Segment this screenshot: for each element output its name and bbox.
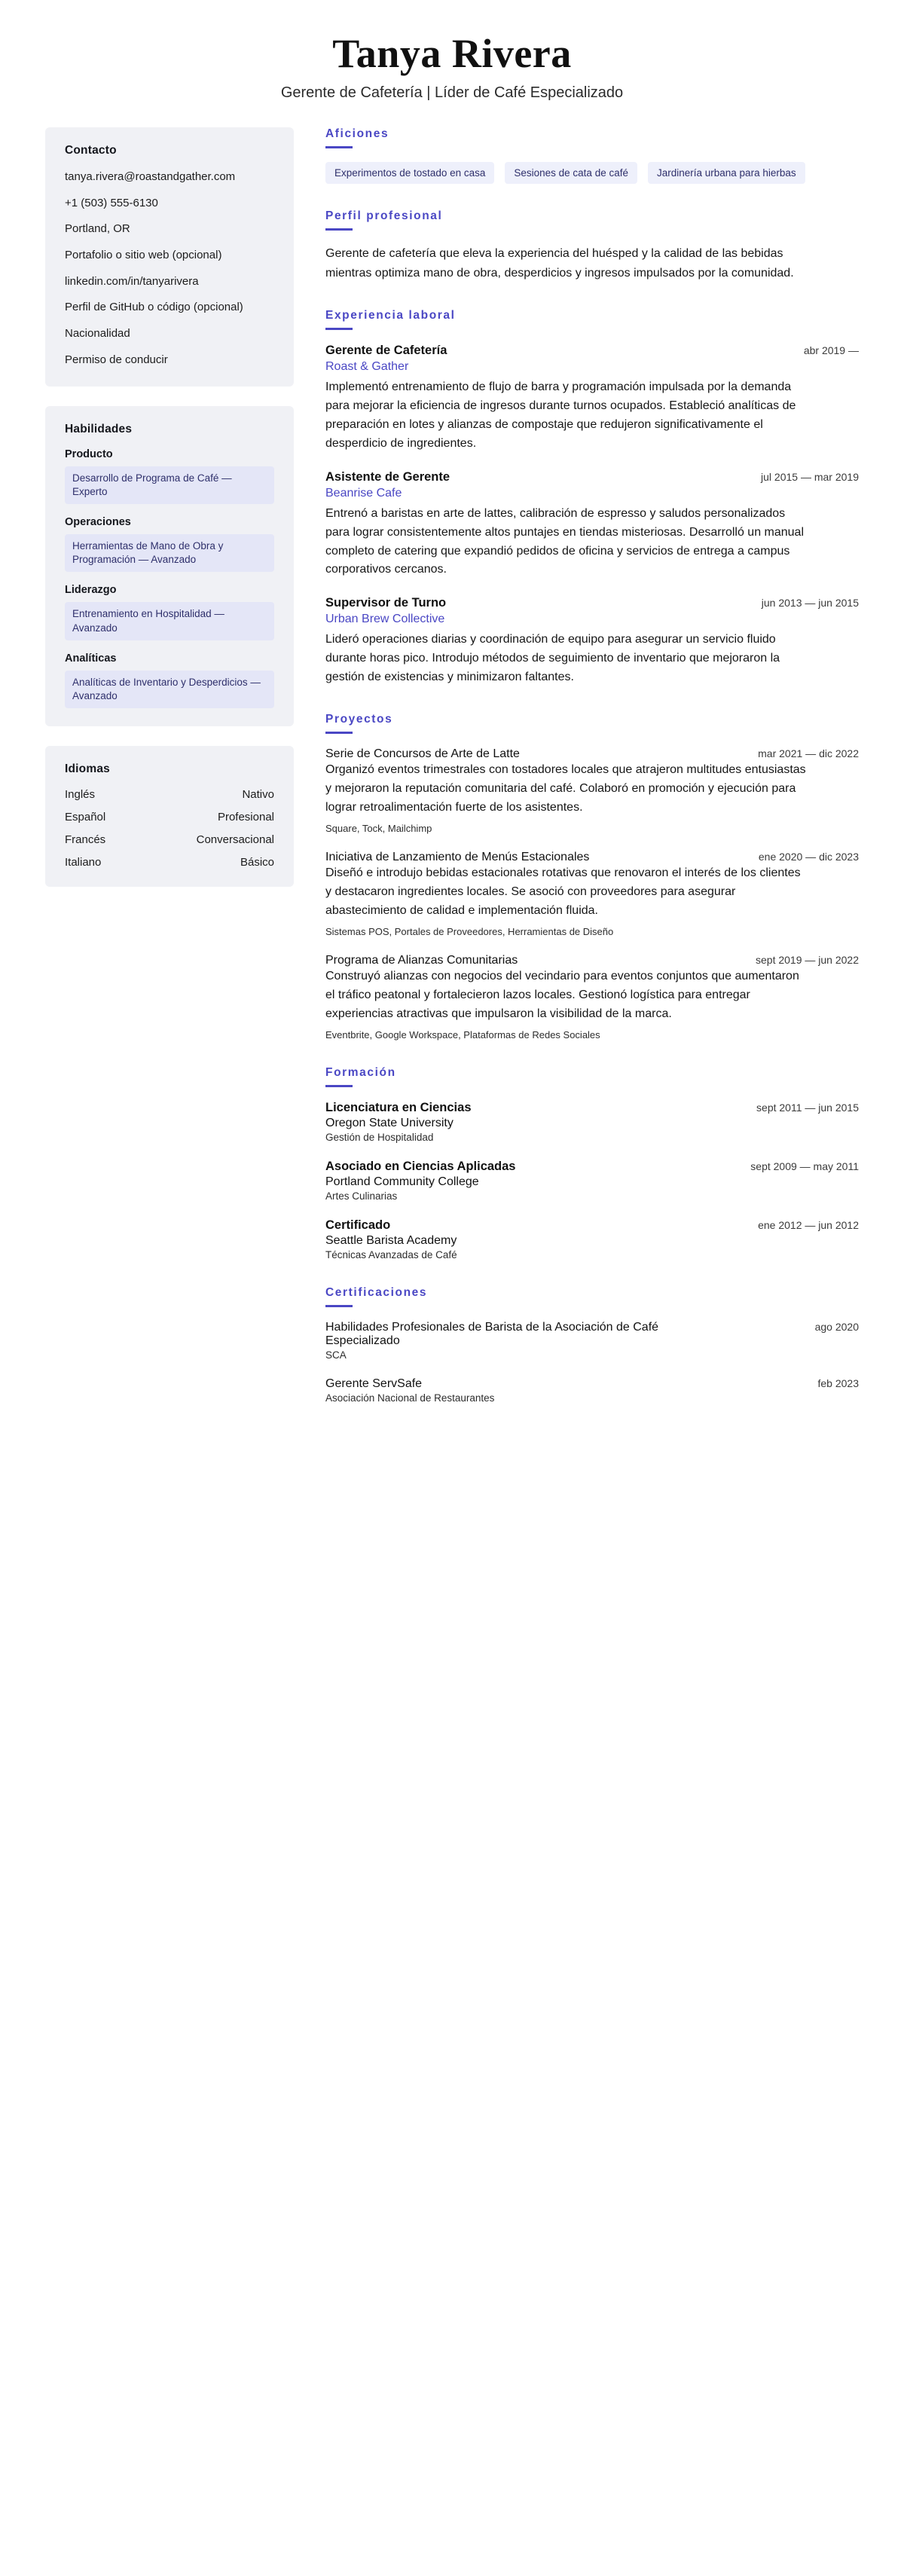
education-date: ene 2012 — jun 2012 [758, 1218, 859, 1231]
experience-entry [325, 596, 859, 687]
certification-date: feb 2023 [817, 1377, 859, 1389]
certification-entry [325, 1377, 859, 1404]
section-rule [325, 732, 353, 734]
languages-panel [45, 746, 294, 887]
project-name: Serie de Concursos de Arte de Latte [325, 747, 520, 761]
certification-name: Habilidades Profesionales de Barista de la Asociación de Café Especializado [325, 1320, 659, 1347]
experience-date: abr 2019 — [803, 344, 859, 356]
section-rule [325, 1085, 353, 1087]
contact-github[interactable]: Perfil de GitHub o código (opcional) [65, 301, 243, 314]
language-name: Español [65, 811, 106, 824]
education-field: Artes Culinarias [325, 1190, 398, 1202]
skill-chip: Entrenamiento en Hospitalidad — Avanzado [65, 602, 274, 640]
contact-driving-licence: Permiso de conducir [65, 353, 168, 366]
section-title-experience: Experiencia laboral [325, 308, 456, 322]
section-title-interests: Aficiones [325, 127, 389, 140]
page-subtitle: Gerente de Cafetería | Líder de Café Especializado [280, 84, 624, 101]
project-name: Programa de Alianzas Comunitarias [325, 954, 518, 967]
experience-date: jul 2015 — mar 2019 [761, 470, 859, 483]
contact-list [65, 170, 274, 368]
section-title-summary: Perfil profesional [325, 209, 443, 222]
education-entry-head [325, 1160, 859, 1174]
experience-date: jun 2013 — jun 2015 [761, 597, 859, 610]
project-description: Organizó eventos trimestrales con tostadores locales que atrajeron multitudes entusiastas y mejoraron la reputación comunitaria del café. Colaboró en promoción y ejecución para lograr retroalimentación fuerte de los asistentes. [325, 763, 806, 814]
resume-header [45, 30, 859, 102]
section-projects [325, 713, 859, 1040]
skills-panel-title: Habilidades [65, 422, 133, 435]
skills-panel [45, 406, 294, 727]
section-education [325, 1066, 859, 1260]
section-title-education: Formación [325, 1065, 396, 1079]
language-name: Italiano [65, 856, 102, 869]
language-row [65, 811, 274, 824]
section-rule [325, 328, 353, 330]
experience-description: Lideró operaciones diarias y coordinación de equipo para asegurar un servicio fluido durante horas pico. Introdujo métodos de seguimiento de inventario que mejoraron la gestión de existencias y minimizaron faltantes. [325, 633, 780, 684]
contact-location: Portland, OR [65, 222, 130, 236]
contact-portfolio[interactable]: Portafolio o sitio web (opcional) [65, 249, 222, 262]
skill-chip: Herramientas de Mano de Obra y Programación — Avanzado [65, 534, 274, 572]
section-rule [325, 1305, 353, 1307]
skill-group-analiticas [65, 652, 274, 708]
section-rule [325, 228, 353, 231]
interest-chip: Experimentos de tostado en casa [325, 162, 494, 184]
section-experience [325, 309, 859, 687]
section-certifications [325, 1286, 859, 1404]
language-level: Conversacional [196, 833, 274, 847]
section-summary [325, 209, 859, 283]
project-tools: Eventbrite, Google Workspace, Plataformas de Redes Sociales [325, 1028, 600, 1040]
project-entry [325, 954, 859, 1040]
education-school: Oregon State University [325, 1116, 454, 1129]
project-description: Diseñó e introdujo bebidas estacionales rotativas que renovaron el interés de los clientes y destacaron ingredientes locales. Se asoció con proveedores para asegurar abastecimiento de calidad e implementación fluida. [325, 866, 801, 918]
education-entry [325, 1160, 859, 1202]
languages-panel-title: Idiomas [65, 762, 110, 776]
contact-nationality: Nacionalidad [65, 327, 130, 341]
certification-entry [325, 1321, 859, 1361]
education-date: sept 2009 — may 2011 [750, 1160, 859, 1172]
language-row [65, 833, 274, 846]
experience-company: Urban Brew Collective [325, 613, 445, 626]
summary-text: Gerente de cafetería que eleva la experiencia del huésped y la calidad de las bebidas mientras optimiza mano de obra, desperdicios y ingresos impulsados por la comunidad. [325, 247, 794, 280]
language-name: Inglés [65, 788, 96, 802]
experience-entry-head [325, 344, 859, 358]
skill-group-liderazgo [65, 584, 274, 640]
contact-panel-title: Contacto [65, 144, 117, 157]
education-degree: Certificado [325, 1218, 391, 1232]
project-entry [325, 747, 859, 834]
section-title-projects: Proyectos [325, 713, 393, 726]
certification-issuer: SCA [325, 1349, 347, 1361]
skill-group-label: Analíticas [65, 652, 117, 665]
language-level: Profesional [217, 811, 274, 824]
education-degree: Licenciatura en Ciencias [325, 1100, 472, 1114]
skill-chip: Desarrollo de Programa de Café — Experto [65, 466, 274, 504]
certification-issuer: Asociación Nacional de Restaurantes [325, 1392, 495, 1404]
project-entry-head [325, 851, 859, 864]
project-entry-head [325, 747, 859, 761]
certification-date: ago 2020 [814, 1320, 859, 1333]
language-level: Básico [240, 856, 274, 869]
main-content [319, 127, 859, 1429]
resume-body [45, 127, 859, 1429]
contact-phone[interactable]: +1 (503) 555-6130 [65, 196, 158, 209]
experience-description: Entrenó a baristas en arte de lattes, calibración de espresso y saludos personalizados para lograr consistentemente altos puntajes en tiendas misteriosas. Desarrolló un manual completo de catering que expandió pedidos de oficina y servicios de entrega a campus corporativos cercanos. [325, 506, 805, 576]
experience-description: Implementó entrenamiento de flujo de barra y programación impulsada por la demanda para mejorar la eficiencia de ingresos durante turnos ocupados. Estableció analíticas de preparación en lotes y alianzas de compostaje que redujeron significativamente el desperdicio de ingredientes. [325, 380, 796, 450]
skill-group-operaciones [65, 516, 274, 572]
certification-name: Gerente ServSafe [325, 1377, 423, 1390]
education-date: sept 2011 — jun 2015 [756, 1101, 859, 1114]
project-description: Construyó alianzas con negocios del vecindario para eventos conjuntos que aumentaron el tráfico peatonal y fortalecieron lazos locales. Gestionó logística para entregar experiencias atractivas que impulsaron la visibilidad de la marca. [325, 970, 799, 1020]
language-name: Francés [65, 833, 106, 847]
contact-panel [45, 127, 294, 387]
education-field: Técnicas Avanzadas de Café [325, 1248, 457, 1260]
project-entry [325, 851, 859, 937]
language-row [65, 856, 274, 869]
section-rule [325, 146, 353, 148]
skill-group-producto [65, 448, 274, 504]
section-interests [325, 127, 859, 184]
project-date: ene 2020 — dic 2023 [758, 851, 859, 863]
experience-entry-head [325, 470, 859, 484]
project-tools: Sistemas POS, Portales de Proveedores, Herramientas de Diseño [325, 926, 614, 938]
contact-linkedin[interactable]: linkedin.com/in/tanyarivera [65, 274, 199, 288]
education-school: Portland Community College [325, 1175, 479, 1188]
education-field: Gestión de Hospitalidad [325, 1131, 434, 1143]
skill-group-label: Liderazgo [65, 584, 117, 597]
education-entry [325, 1218, 859, 1260]
skill-group-label: Operaciones [65, 515, 131, 528]
project-name: Iniciativa de Lanzamiento de Menús Estacionales [325, 851, 590, 864]
experience-entry [325, 344, 859, 454]
experience-entry-head [325, 596, 859, 610]
experience-role: Supervisor de Turno [325, 596, 447, 610]
section-title-certifications: Certificaciones [325, 1285, 428, 1299]
project-entry-head [325, 954, 859, 967]
page-title: Tanya Rivera [332, 31, 572, 76]
education-entry-head [325, 1218, 859, 1233]
education-entry-head [325, 1101, 859, 1115]
experience-company: Beanrise Cafe [325, 486, 402, 500]
language-level: Nativo [242, 788, 274, 802]
education-school: Seattle Barista Academy [325, 1233, 457, 1247]
project-tools: Square, Tock, Mailchimp [325, 823, 432, 835]
experience-entry [325, 470, 859, 580]
project-date: mar 2021 — dic 2022 [758, 747, 859, 760]
experience-company: Roast & Gather [325, 359, 409, 373]
interest-chip: Sesiones de cata de café [505, 162, 637, 184]
interest-chip: Jardinería urbana para hierbas [648, 162, 805, 184]
skill-group-label: Producto [65, 448, 113, 460]
project-date: sept 2019 — jun 2022 [756, 954, 859, 967]
experience-role: Gerente de Cafetería [325, 343, 447, 357]
certification-entry-head [325, 1377, 859, 1391]
contact-email[interactable]: tanya.rivera@roastandgather.com [65, 170, 236, 183]
certification-entry-head [325, 1321, 859, 1348]
language-row [65, 788, 274, 801]
interest-chip-list [325, 162, 808, 184]
education-entry [325, 1101, 859, 1143]
education-degree: Asociado en Ciencias Aplicadas [325, 1159, 516, 1173]
sidebar [45, 127, 294, 906]
experience-role: Asistente de Gerente [325, 469, 450, 484]
skill-chip: Analíticas de Inventario y Desperdicios — Avanzado [65, 671, 274, 708]
